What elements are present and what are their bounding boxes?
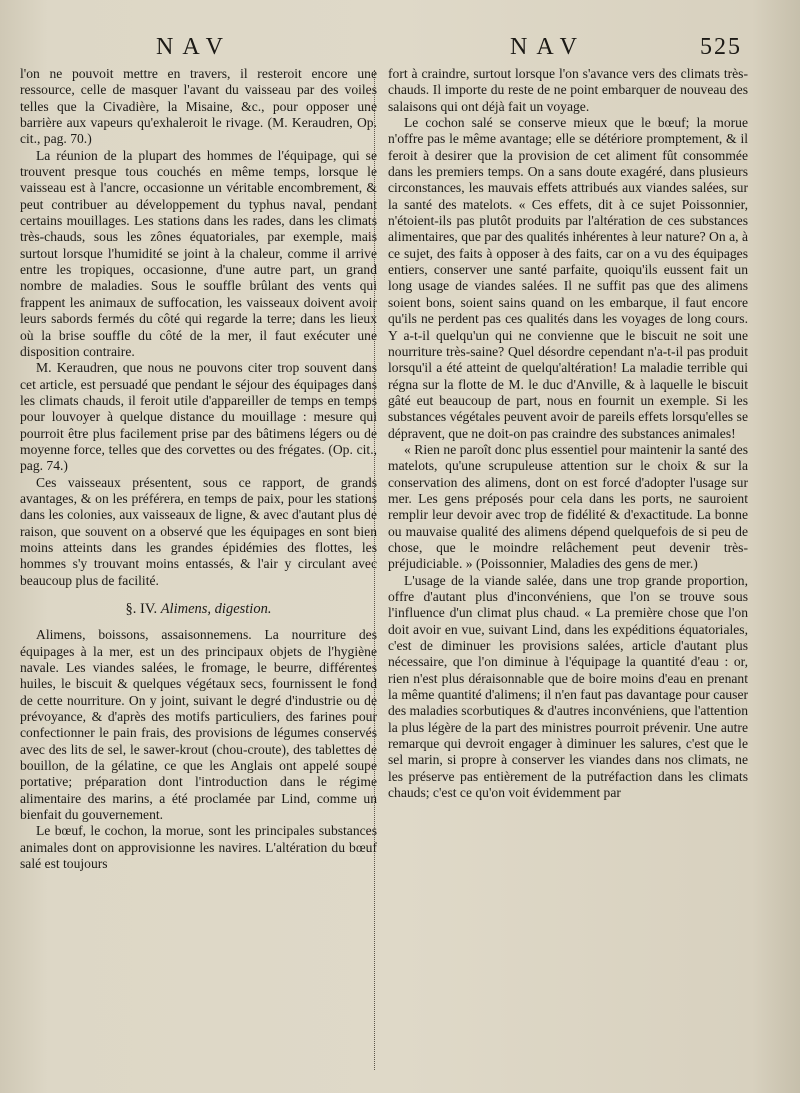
- header-left-title: NAV: [156, 34, 232, 60]
- section-number: §. IV.: [125, 601, 158, 617]
- paragraph: Le cochon salé se conserve mieux que le bœuf; la morue n'offre pas le même avantage; elle se détériore promptement, & il feroit à desirer que la provision de cet aliment fût consommée dans les premiers temps. On a sans doute exagéré, dans plusieurs circonstances, les mauvais effets attribués aux viandes salées, sur la santé des matelots. « Ces effets, dit à ce sujet Poissonnier, n'étoient-ils pas plutôt produits par l'altération de ces substances alimentaires, que par des qualités inhérentes à leur nature? On a, à ce sujet, des faits à opposer à des faits, car on a vu des équipages entiers, conserver une santé parfaite, quoiqu'ils eussent fait un long usage de viandes salées. Il ne suffit pas que des alimens soient bons, soient sains quand on les embarque, il faut encore qu'ils ne perdent pas ces qualités dans les voyages de long cours. Y a-t-il quelqu'un qui ne convienne que le biscuit ne soit une nourriture très-saine? Quel désordre cependant n'a-t-il pas produit lorsqu'il a été atteint de quelqu'altération! La maladie terrible qui régna sur la flotte de M. le duc d'Anville, & à laquelle le biscuit gâté eut beaucoup de part, nous en fournit un exemple. Si les substances végétales peuvent avoir de pareils effets lorsqu'elles se dépravent, que ne doit-on pas craindre des substances animales!: [388, 115, 748, 441]
- paragraph: M. Keraudren, que nous ne pouvons citer trop souvent dans cet article, est persuadé que pendant le séjour des équipages dans les climats chauds, il feroit utile d'appareiller de temps en temps pour louvoyer à quelque distance du mouillage : mesure qui pourroit être plus facilement prise par des bâtimens légers ou de moyenne force, telles que des corvettes ou des frégates. (Op. cit., pag. 74.): [20, 360, 377, 474]
- paragraph: Ces vaisseaux présentent, sous ce rapport, de grands avantages, & on les préférera, en temps de paix, pour les stations dans les colonies, aux vaisseaux de ligne, & avec d'autant plus de raison, que souvent on a observé que les équipages en sont bien moins atteints dans les grandes épidémies des flottes, les hommes s'y trouvant moins entassés, & l'air y circulant avec beaucoup plus de facilité.: [20, 474, 377, 588]
- right-column: [388, 66, 748, 801]
- section-title: Alimens, digestion.: [160, 601, 272, 617]
- paragraph: « Rien ne paroît donc plus essentiel pour maintenir la santé des matelots, qu'une scrupuleuse attention sur le choix & sur la conservation des alimens, dont on est forcé d'adopter l'usage sur mer. Les gens préposés pour cela dans les ports, ne sauroient remplir leur devoir avec trop de fidélité & d'exactitude. La bonne ou mauvaise qualité des alimens dépend quelquefois de si peu de chose, que le moindre relâchement peut devenir très-préjudiciable. » (Poissonnier, Maladies des gens de mer.): [388, 441, 748, 572]
- paragraph: fort à craindre, surtout lorsque l'on s'avance vers des climats très-chauds. Il importe du reste de ne point embarquer de nouveau des salaisons qui ont déjà fait un voyage.: [388, 66, 748, 114]
- paragraph: La réunion de la plupart des hommes de l'équipage, qui se trouvent presque tous couchés en même temps, lorsque le vaisseau est à l'ancre, occasionne un véritable encombrement, & peut contribuer au développement du typhus naval, pendant certains mouillages. Les stations dans les rades, dans les climats très-chauds, sous les zônes équatoriales, par exemple, mais surtout lorsque l'humidité se joint à la chaleur, comme il arrive entre les tropiques, occasionne, d'une autre part, un grand nombre de maladies. Sous le souffle brûlant des vents qui frappent les animaux de suffocation, les vaisseaux doivent avoir leurs sabords fermés du côté qui regarde la terre; dans les lieux où la brise souffle du côté de la mer, il faut exécuter une disposition contraire.: [20, 147, 377, 359]
- paragraph: l'on ne pouvoit mettre en travers, il resteroit encore une ressource, celle de masquer l'avant du vaisseau par des voiles telles que la Civadière, la Misaine, &c., pour opposer une barrière aux vapeurs qu'exhaleroit le rivage. (M. Keraudren, Op. cit., pag. 70.): [20, 66, 377, 147]
- running-header: [0, 34, 800, 64]
- paragraph: Alimens, boissons, assaisonnemens. La nourriture des équipages à la mer, est un des principaux objets de l'hygiène navale. Les viandes salées, le fromage, le beurre, différentes huiles, le biscuit & quelques végétaux secs, fournissent le fond de cette nourriture. On y joint, suivant le degré d'industrie ou de prévoyance, & d'après des motifs particuliers, des farines pour confectionner le pain frais, des provisions de légumes conservés avec des lits de sel, le sawer-krout (chou-croute), des tablettes de bouillon, de la gélatine, ce que les Anglais ont appelé soupe portative; préparation dont l'introduction dans le régime alimentaire des marins, a été proclamée par Lind, comme un bienfait du gouvernement.: [20, 627, 377, 823]
- paragraph: Le bœuf, le cochon, la morue, sont les principales substances animales dont on approvisionne les navires. L'altération du bœuf salé est toujours: [20, 823, 377, 872]
- page-number: 525: [700, 34, 742, 60]
- section-heading: [20, 601, 377, 617]
- left-column: [20, 66, 377, 873]
- paragraph: L'usage de la viande salée, dans une trop grande proportion, offre d'autant plus d'inconvéniens, que l'on se trouve sous l'influence d'un climat plus chaud. « La première chose que l'on doit avoir en vue, suivant Lind, dans les expéditions équatoriales, c'est de diminuer les provisions salées, article d'autant plus nécessaire, que l'on diminue à l'équipage la quantité d'eau : or, rien n'est plus déraisonnable que de boire moins d'eau en prenant la même quantité d'alimens; il n'en faut pas davantage pour causer des maladies scorbutiques & d'autres inconvéniens, que l'attention la plus légère de la part des ministres pourroit prévenir. Une autre remarque qui devroit engager à diminuer les salures, c'est que le sel marin, si propre à conserver les viandes dans nos climats, ne les préserve pas entièrement de la putréfaction dans les climats chauds; c'est ce qu'on voit évidemment par: [388, 572, 748, 801]
- header-right-title: NAV: [510, 34, 586, 60]
